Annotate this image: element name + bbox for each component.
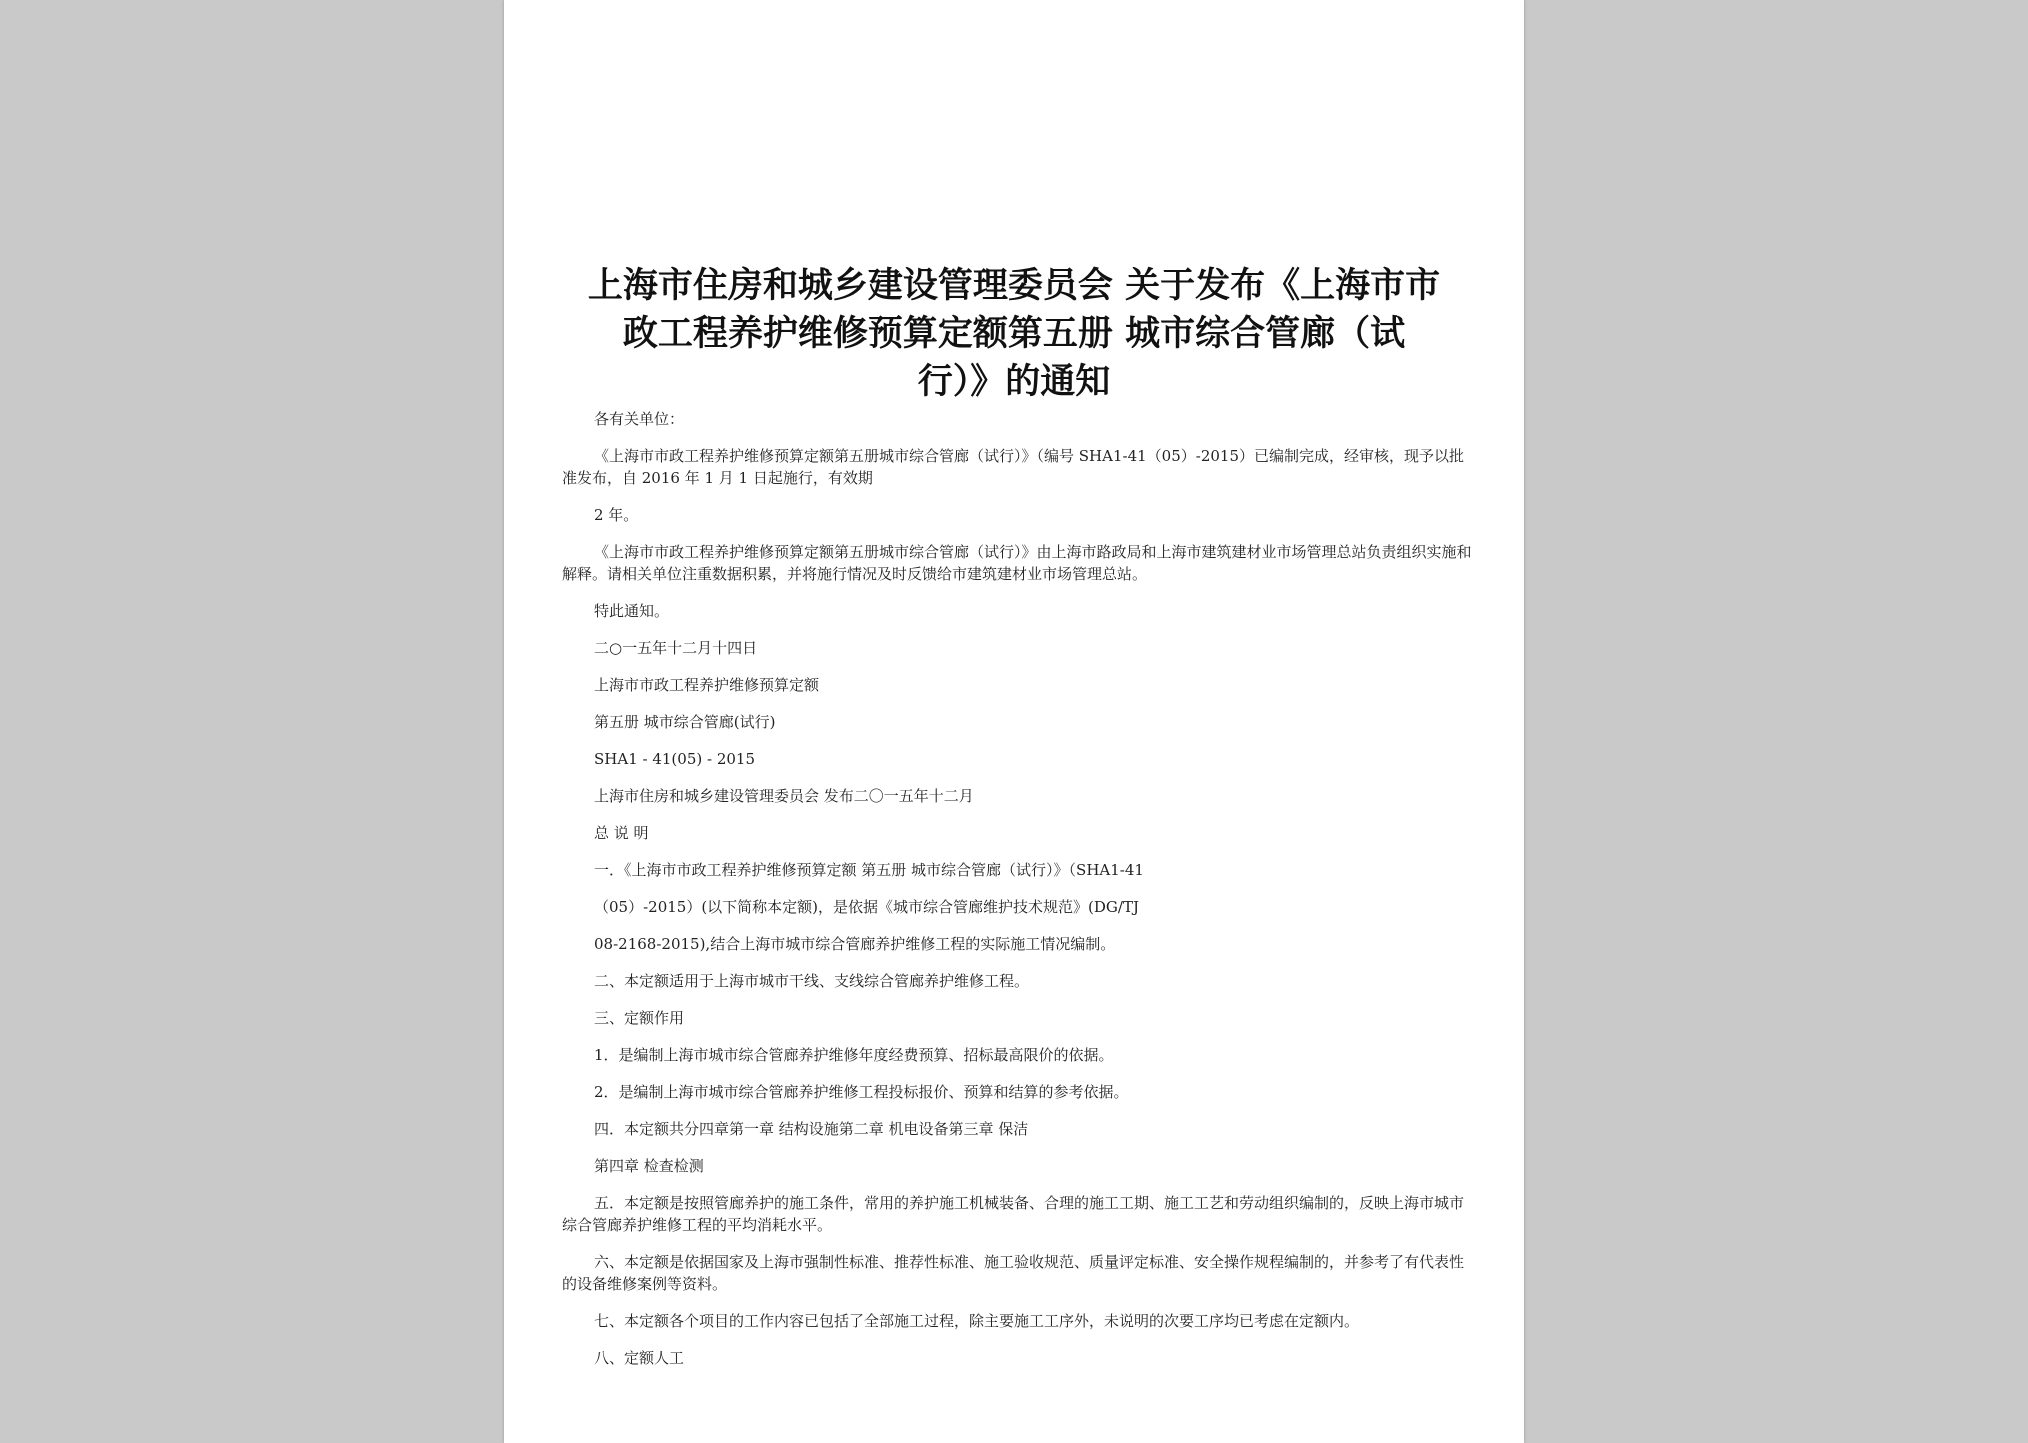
clause-1-line-1: 一．《上海市市政工程养护维修预算定额 第五册 城市综合管廊（试行）》（SHA1-41 (594, 861, 1144, 879)
clause-1-line-2: （05）-2015）(以下简称本定额)，是依据《城市综合管廊维护技术规范》(DG/TJ (594, 898, 1139, 916)
closing-notice: 特此通知。 (594, 602, 670, 620)
clause-3: 三、定额作用 (594, 1009, 685, 1027)
clause-3-item-2: 2．是编制上海市城市综合管廊养护维修工程投标报价、预算和结算的参考依据。 (594, 1083, 1129, 1101)
clause-8: 八、定额人工 (594, 1349, 685, 1367)
document-body (562, 408, 1472, 1369)
paragraph-announcement: 《上海市市政工程养护维修预算定额第五册城市综合管廊（试行）》（编号 SHA1-41（05）-2015）已编制完成，经审核，现予以批准发布，自 2016 年 1 月 1 日起施行，有效期 (562, 447, 1464, 487)
paragraph-validity: 2 年。 (594, 506, 639, 524)
clause-3-item-1: 1．是编制上海市城市综合管廊养护维修年度经费预算、招标最高限价的依据。 (594, 1046, 1114, 1064)
clause-4: 四．本定额共分四章第一章 结构设施第二章 机电设备第三章 保洁 (594, 1120, 1029, 1138)
document-title (560, 262, 1468, 406)
clause-5: 五．本定额是按照管廊养护的施工条件，常用的养护施工机械装备、合理的施工工期、施工工艺和劳动组织编制的，反映上海市城市综合管廊养护维修工程的平均消耗水平。 (562, 1194, 1465, 1234)
title-line: 行）》的通知 (917, 362, 1111, 402)
issue-date: 二○一五年十二月十四日 (594, 639, 758, 657)
salutation: 各有关单位： (594, 410, 685, 428)
clause-7: 七、本定额各个项目的工作内容已包括了全部施工过程，除主要施工工序外，未说明的次要工序均已考虑在定额内。 (594, 1312, 1360, 1330)
title-line: 政工程养护维修预算定额第五册 城市综合管廊（试 (622, 314, 1406, 354)
section-heading: 总 说 明 (594, 824, 649, 842)
title-line: 上海市住房和城乡建设管理委员会 关于发布《上海市市 (587, 266, 1441, 306)
publisher-line: 上海市住房和城乡建设管理委员会 发布二〇一五年十二月 (594, 787, 974, 805)
clause-6: 六、本定额是依据国家及上海市强制性标准、推荐性标准、施工验收规范、质量评定标准、安全操作规程编制的，并参考了有代表性的设备维修案例等资料。 (562, 1253, 1465, 1293)
quota-name: 上海市市政工程养护维修预算定额 (594, 676, 820, 694)
volume-name: 第五册 城市综合管廊(试行) (594, 713, 776, 731)
clause-2: 二、本定额适用于上海市城市干线、支线综合管廊养护维修工程。 (594, 972, 1030, 990)
clause-4-continued: 第四章 检查检测 (594, 1157, 704, 1175)
document-page (504, 0, 1524, 1443)
clause-1-line-3: 08-2168-2015),结合上海市城市综合管廊养护维修工程的实际施工情况编制。 (594, 935, 1116, 953)
paragraph-responsibility: 《上海市市政工程养护维修预算定额第五册城市综合管廊（试行）》由上海市路政局和上海市建筑建材业市场管理总站负责组织实施和解释。请相关单位注重数据积累，并将施行情况及时反馈给市建筑建材业市场管理总站。 (562, 543, 1472, 583)
document-code: SHA1 - 41(05) - 2015 (594, 750, 755, 768)
